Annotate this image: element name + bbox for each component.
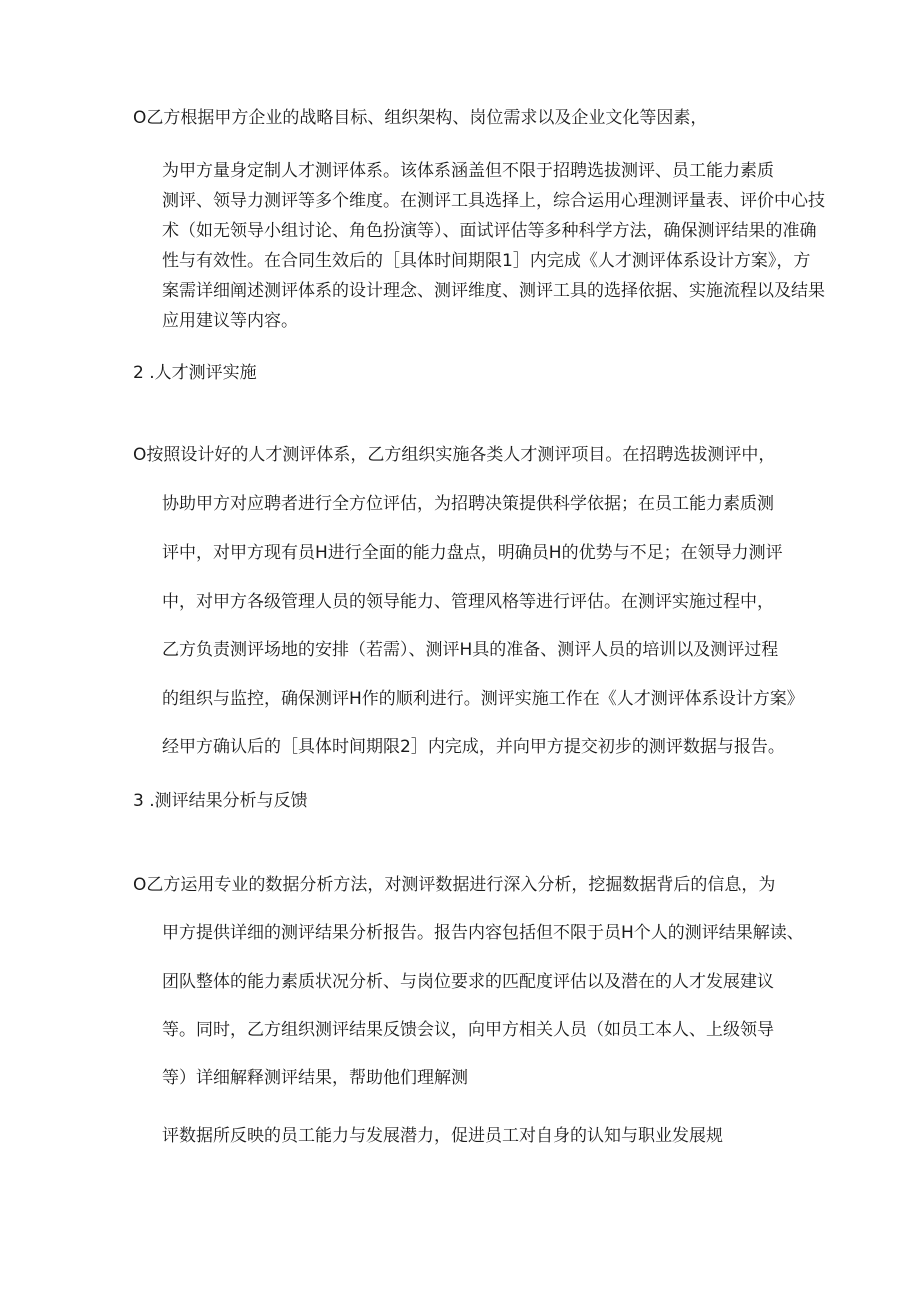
section1-line-4: 性与有效性。在合同生效后的［具体时间期限1］内完成《人才测评体系设计方案》，方: [162, 251, 811, 271]
section2-line-7: 经甲方确认后的［具体时间期限2］内完成，并向甲方提交初步的测评数据与报告。: [162, 737, 785, 757]
section1-line-1: 为甲方量身定制人才测评体系。该体系涵盖但不限于招聘选拔测评、员工能力素质: [162, 161, 774, 181]
section2-heading: 2 .人才测评实施: [133, 363, 257, 383]
section3-heading: 3 .测评结果分析与反馈: [133, 791, 308, 811]
section2-line-4: 中，对甲方各级管理人员的领导能力、管理风格等进行评估。在测评实施过程中，: [162, 592, 774, 612]
section3-line-4: 等。同时，乙方组织测评结果反馈会议，向甲方相关人员（如员工本人、上级领导: [162, 1020, 774, 1040]
section2-line-2: 协助甲方对应聘者进行全方位评估，为招聘决策提供科学依据；在员工能力素质测: [162, 494, 774, 514]
section1-line-3: 术（如无领导小组讨论、角色扮演等）、面试评估等多种科学方法，确保测评结果的准确: [162, 221, 817, 241]
section3-line-6: 评数据所反映的员工能力与发展潜力，促进员工对自身的认知与职业发展规: [162, 1126, 723, 1146]
section2-line-6: 的组织与监控，确保测评H作的顺利进行。测评实施工作在《人才测评体系设计方案》: [162, 689, 804, 709]
section3-line-2: 甲方提供详细的测评结果分析报告。报告内容包括但不限于员H个人的测评结果解读、: [162, 923, 804, 943]
section3-line-3: 团队整体的能力素质状况分析、与岗位要求的匹配度评估以及潜在的人才发展建议: [162, 972, 774, 992]
section3-line-5: 等）详细解释测评结果，帮助他们理解测: [162, 1068, 468, 1088]
section1-intro: O乙方根据甲方企业的战略目标、组织架构、岗位需求以及企业文化等因素，: [133, 108, 708, 128]
section2-line-1: O按照设计好的人才测评体系，乙方组织实施各类人才测评项目。在招聘选拔测评中，: [133, 445, 776, 465]
section2-line-5: 乙方负责测评场地的安排（若需）、测评H具的准备、测评人员的培训以及测评过程: [162, 640, 779, 660]
section1-line-2: 测评、领导力测评等多个维度。在测评工具选择上，综合运用心理测评量表、评价中心技: [162, 191, 825, 211]
section1-line-6: 应用建议等内容。: [162, 311, 298, 331]
section2-line-3: 评中，对甲方现有员H进行全面的能力盘点，明确员H的优势与不足；在领导力测评: [162, 543, 783, 563]
section1-line-5: 案需详细阐述测评体系的设计理念、测评维度、测评工具的选择依据、实施流程以及结果: [162, 281, 825, 301]
section3-line-1: O乙方运用专业的数据分析方法，对测评数据进行深入分析，挖掘数据背后的信息，为: [133, 875, 776, 895]
